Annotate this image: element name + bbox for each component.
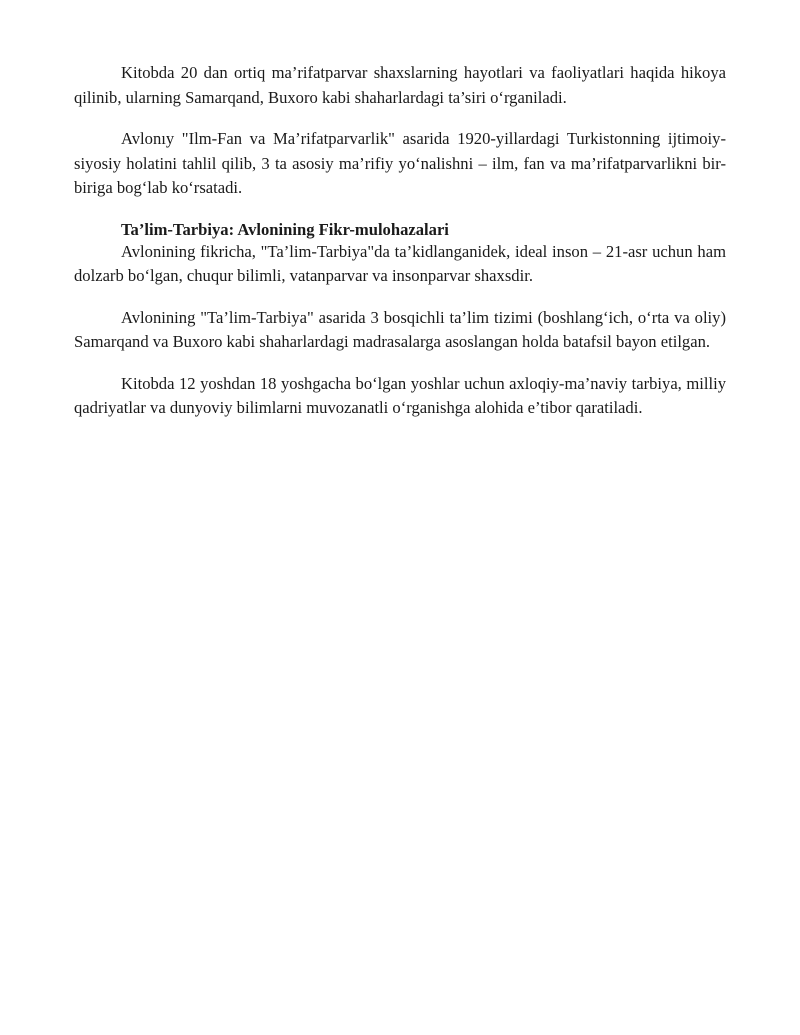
paragraph-yoshlar: Kitobda 12 yoshdan 18 yoshgacha bo‘lgan yoshlar uchun axloqiy-ma’naviy tarbiya, milliy qadriyatlar va dunyoviy bilimlarni muvozanatli o‘rganishga alohida e’tibor qaratiladi. (74, 373, 726, 417)
paragraph-ideal-inson: Avlonining fikricha, "Ta’lim-Tarbiya"da ta’kidlanganidek, ideal inson – 21-asr uchun ham dolzarb bo‘lgan, chuqur bilimli, vatanparvar va insonparvar shaxsdir. (74, 241, 726, 285)
paragraph-ilm-fan: Avlonıy "Ilm-Fan va Ma’rifatparvarlik" asarida 1920-yillardagi Turkistonning ijtimoiy-siyosiy holatini tahlil qilib, 3 ta asosiy ma’rifiy yo‘nalishni – ilm, fan va ma’rifatparvarlikni bir-biriga bog‘lab ko‘rsatadi. (74, 129, 726, 197)
document-page (74, 61, 726, 438)
section-heading: Ta’lim-Tarbiya: Avlonining Fikr-mulohazalari (121, 219, 449, 239)
paragraph-talim-tizimi: Avlonining "Ta’lim-Tarbiya" asarida 3 bosqichli ta’lim tizimi (boshlang‘ich, o‘rta va oliy) Samarqand va Buxoro kabi shaharlardagi madrasalarga asoslangan holda batafsil bayon etilgan. (74, 307, 726, 351)
paragraph-intro-books: Kitobda 20 dan ortiq ma’rifatparvar shaxslarning hayotlari va faoliyatlari haqida hikoya qilinib, ularning Samarqand, Buxoro kabi shaharlardagi ta’siri o‘rganiladi. (74, 63, 726, 107)
